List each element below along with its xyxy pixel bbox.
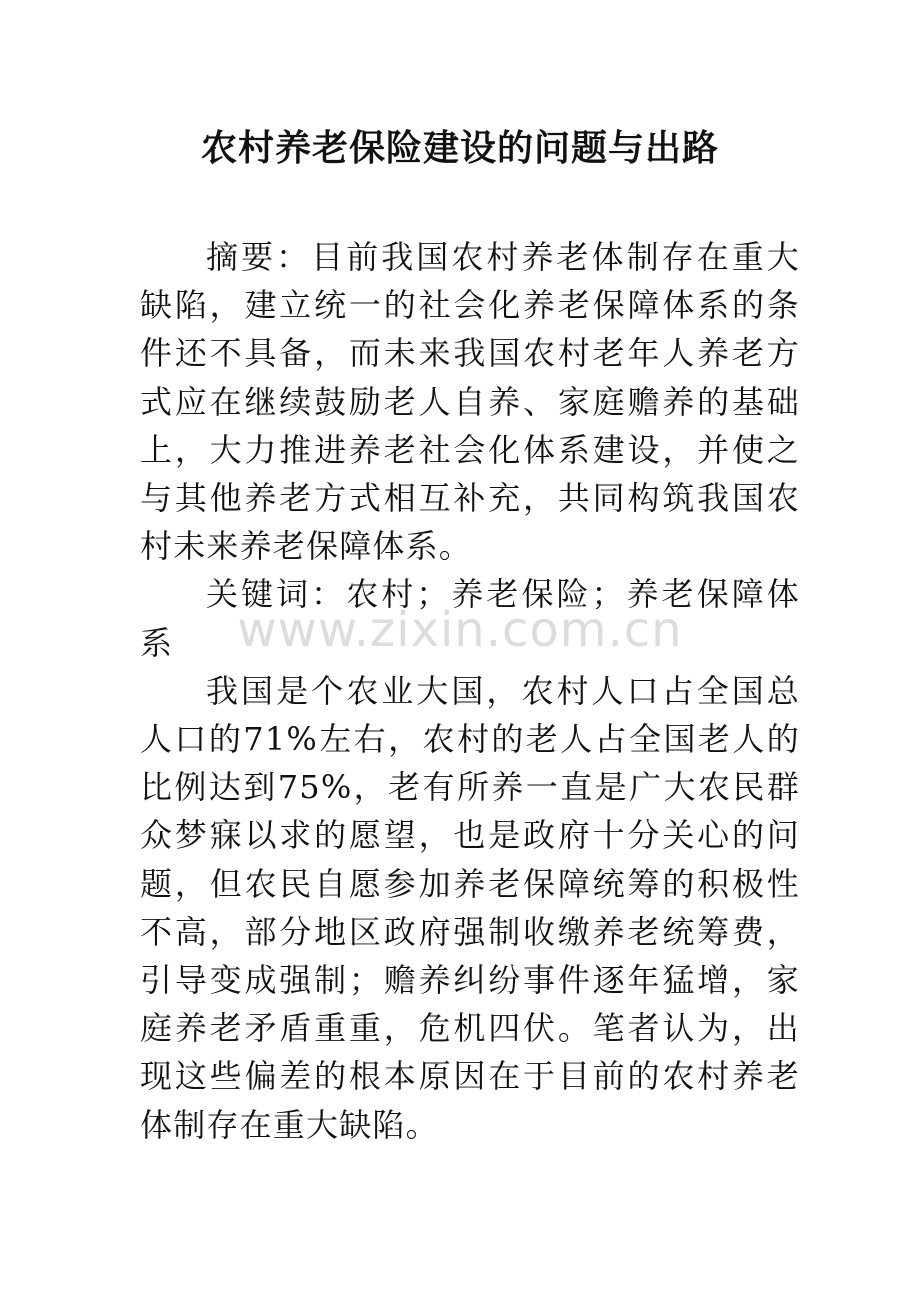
- document-title: 农村养老保险建设的问题与出路: [200, 127, 719, 169]
- watermark: www.zixin.com.cn: [237, 602, 683, 658]
- abstract-paragraph: 摘要：目前我国农村养老体制存在重大缺陷，建立统一的社会化养老保障体系的条件还不具备，而未来我国农村老年人养老方式应在继续鼓励老人自养、家庭赡养的基础上，大力推进养老社会化体系建设，并使之与其他养老方式相互补充，共同构筑我国农村未来养老保障体系。: [140, 238, 800, 566]
- document-body: [140, 233, 800, 1149]
- body-paragraph: 我国是个农业大国，农村人口占全国总人口的71%左右，农村的老人占全国老人的比例达到75%，老有所养一直是广大农民群众梦寐以求的愿望，也是政府十分关心的问题，但农民自愿参加养老保障统筹的积极性不高，部分地区政府强制收缴养老统筹费，引导变成强制；赡养纠纷事件逐年猛增，家庭养老矛盾重重，危机四伏。笔者认为，出现这些偏差的根本原因在于目前的农村养老体制存在重大缺陷。: [140, 671, 800, 1144]
- keywords-paragraph: 关键词：农村；养老保险；养老保障体系: [140, 575, 800, 662]
